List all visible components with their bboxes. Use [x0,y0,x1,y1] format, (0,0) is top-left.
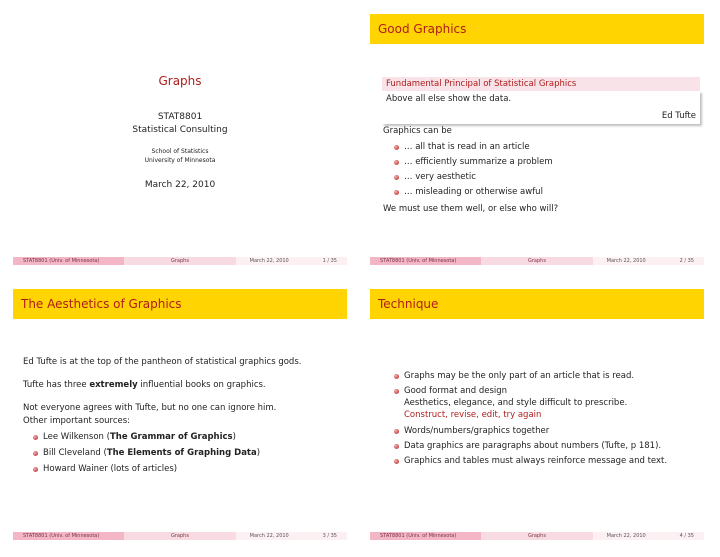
footer-date: March 22, 2010 [249,533,289,539]
footer-info [236,532,347,540]
presentation-date: March 22, 2010 [144,180,216,190]
bullet-item: … very aesthetic [404,172,476,182]
sub-text: Aesthetics, elegance, and style difficult to prescribe. [404,398,628,408]
frame-title-bar [13,289,347,319]
bullet-item: Graphs may be the only part of an article that is read. [404,371,635,381]
footer-page: 2 / 35 [679,258,694,264]
course-code: STAT8801 [157,112,203,122]
slide-1 [13,14,347,269]
footer-page: 1 / 35 [322,258,337,264]
block-title: Fundamental Principal of Statistical Graphics [382,77,700,91]
slide-4 [370,289,704,544]
footer-author: STAT8801 (Univ. of Minnesota) [370,532,481,540]
footer-title: Graphs [481,257,592,265]
source-item: Howard Wainer (lots of articles) [43,464,178,474]
slide-footer [13,532,347,540]
principle-block [382,77,700,124]
footer-page: 4 / 35 [679,533,694,539]
text-line: Other important sources: [23,416,131,426]
source-item: Lee Wilkenson (The Grammar of Graphics) [43,432,236,442]
school-name: School of Statistics [151,148,209,155]
text-line: Not everyone agrees with Tufte, but no one can ignore him. [23,403,277,413]
course-subtitle: Statistical Consulting [132,125,228,135]
block-source: Ed Tufte [661,111,696,121]
intro-text: Graphics can be [383,126,452,136]
footer-info [593,532,704,540]
footer-author: STAT8801 (Univ. of Minnesota) [370,257,481,265]
bullet-item: … all that is read in an article [404,142,530,152]
slide-footer [13,257,347,265]
source-item: Bill Cleveland (The Elements of Graphing Data) [43,448,261,458]
frame-title-bar [370,14,704,44]
footer-date: March 22, 2010 [606,258,646,264]
sub-text-highlight: Construct, revise, edit, try again [404,410,542,420]
bullet-item: … misleading or otherwise awful [404,187,543,197]
slide-3 [13,289,347,544]
slide-title: Graphs [158,74,202,88]
bullet-item: Data graphics are paragraphs about numbers (Tufte, p 181). [404,441,662,451]
footer-title: Graphs [124,532,235,540]
block-body [382,91,700,124]
footer-info [593,257,704,265]
bullet-item: Graphics and tables must always reinforce message and text. [404,456,668,466]
slide-footer [370,532,704,540]
bullet-item: Good format and design [404,386,508,396]
text-line: Tufte has three extremely influential books on graphics. [23,380,266,390]
bullet-item: … efficiently summarize a problem [404,157,553,167]
footer-date: March 22, 2010 [606,533,646,539]
footer-info [236,257,347,265]
slide-footer [370,257,704,265]
university-name: University of Minnesota [144,157,216,164]
footer-author: STAT8801 (Univ. of Minnesota) [13,257,124,265]
footer-page: 3 / 35 [322,533,337,539]
frame-title-bar [370,289,704,319]
frame-title: The Aesthetics of Graphics [21,297,182,311]
bullet-item: Words/numbers/graphics together [404,426,550,436]
block-text: Above all else show the data. [386,94,512,104]
footer-title: Graphs [481,532,592,540]
frame-title: Technique [378,297,439,311]
footer-author: STAT8801 (Univ. of Minnesota) [13,532,124,540]
text-line: Ed Tufte is at the top of the pantheon of statistical graphics gods. [23,357,302,367]
frame-title: Good Graphics [378,22,467,36]
closing-text: We must use them well, or else who will? [383,204,559,214]
footer-title: Graphs [124,257,235,265]
footer-date: March 22, 2010 [249,258,289,264]
slide-2 [370,14,704,269]
